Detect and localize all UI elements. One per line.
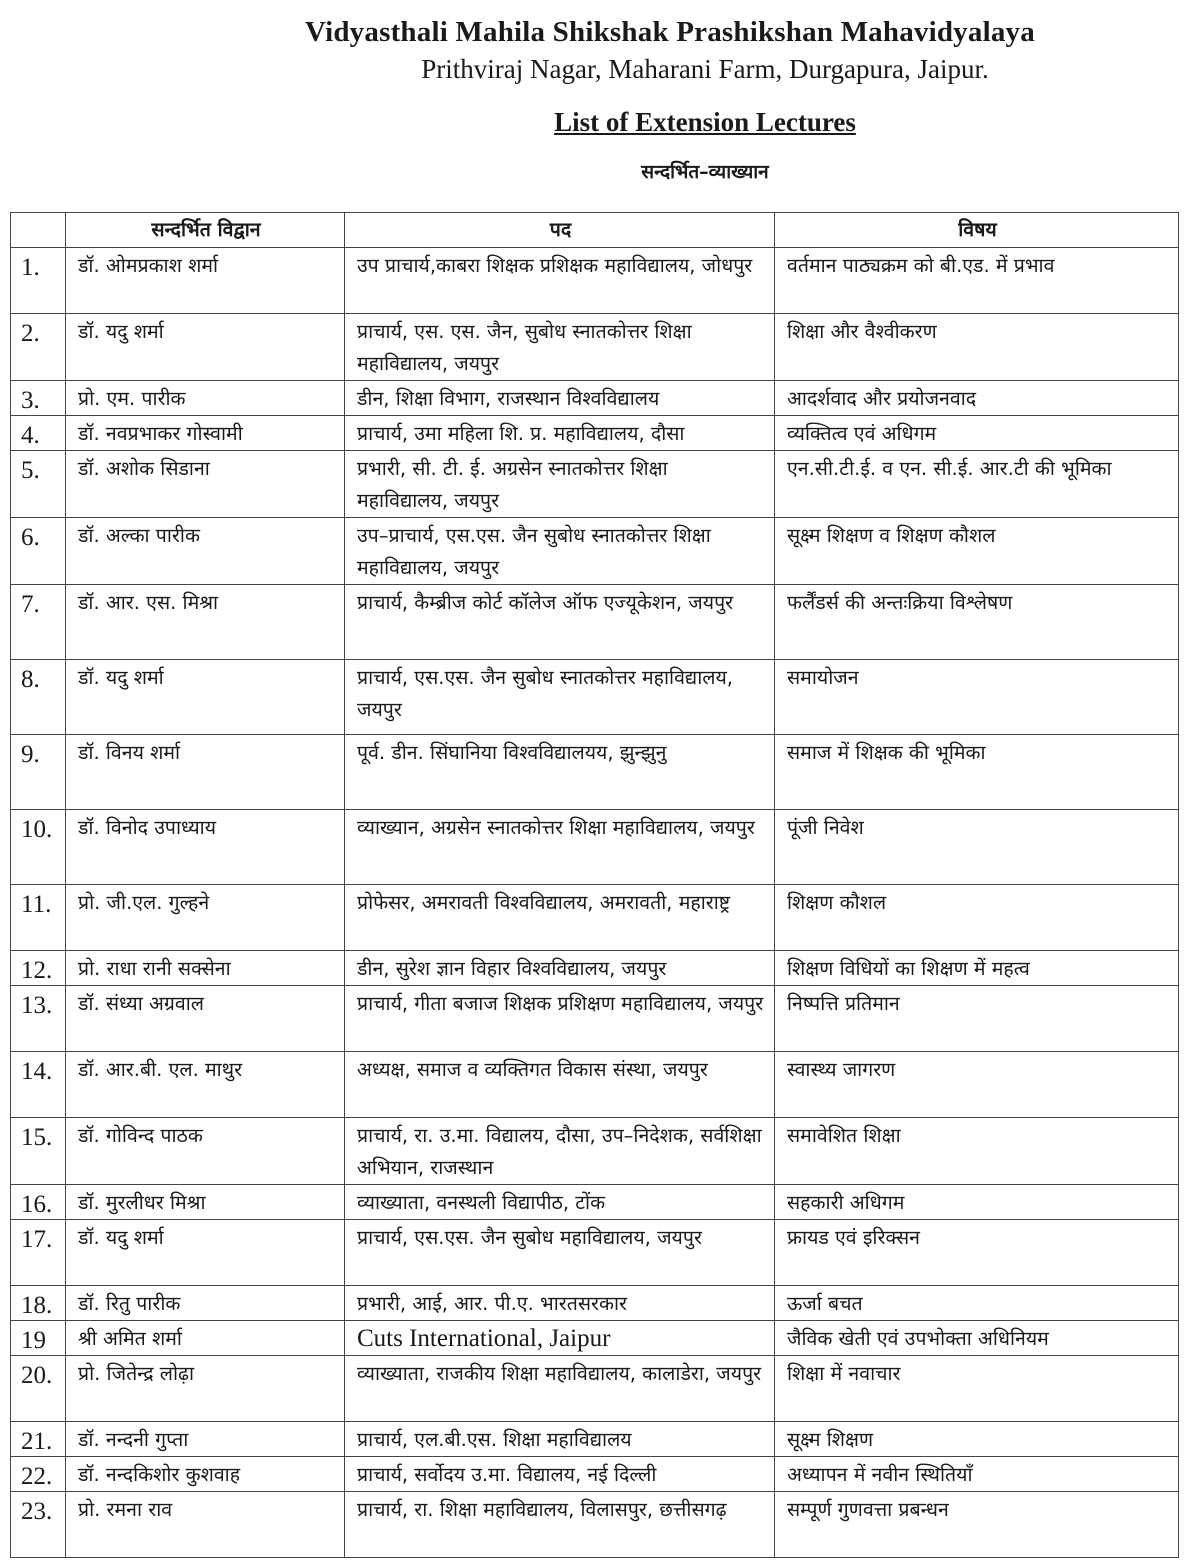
table-row <box>11 416 1179 451</box>
row-number: 12. <box>11 951 66 986</box>
row-number: 3. <box>11 381 66 416</box>
table-row <box>11 248 1179 314</box>
table-row <box>11 1185 1179 1220</box>
scholar-name: डॉ. आर.बी. एल. माथुर <box>66 1052 345 1118</box>
row-number: 11. <box>11 885 66 951</box>
lecture-topic: फ्रायड एवं इरिक्सन <box>775 1220 1179 1286</box>
scholar-name: प्रो. जी.एल. गुल्हने <box>66 885 345 951</box>
scholar-post: प्राचार्य, एल.बी.एस. शिक्षा महाविद्यालय <box>345 1422 775 1457</box>
table-row <box>11 810 1179 885</box>
scholar-post: उप–प्राचार्य, एस.एस. जैन सुबोध स्नातकोत्तर शिक्षा महाविद्यालय, जयपुर <box>345 518 775 585</box>
lecture-topic: शिक्षण विधियों का शिक्षण में महत्व <box>775 951 1179 986</box>
scholar-post: व्याख्यान, अग्रसेन स्नातकोत्तर शिक्षा महाविद्यालय, जयपुर <box>345 810 775 885</box>
scholar-name: प्रो. जितेन्द्र लोढ़ा <box>66 1356 345 1422</box>
row-number: 22. <box>11 1457 66 1492</box>
scholar-name: डॉ. रितु पारीक <box>66 1286 345 1321</box>
lecture-topic: ऊर्जा बचत <box>775 1286 1179 1321</box>
row-number: 16. <box>11 1185 66 1220</box>
table-row <box>11 1286 1179 1321</box>
table-row <box>11 951 1179 986</box>
list-title: List of Extension Lectures <box>554 107 856 137</box>
row-number: 18. <box>11 1286 66 1321</box>
lecture-topic: आदर्शवाद और प्रयोजनवाद <box>775 381 1179 416</box>
scholar-post: Cuts International, Jaipur <box>345 1321 775 1356</box>
scholar-name: प्रो. रमना राव <box>66 1492 345 1558</box>
scholar-post: व्याख्याता, राजकीय शिक्षा महाविद्यालय, कालाडेरा, जयपुर <box>345 1356 775 1422</box>
row-number: 4. <box>11 416 66 451</box>
scholar-post: प्राचार्य, गीता बजाज शिक्षक प्रशिक्षण महाविद्यालय, जयपुर <box>345 986 775 1052</box>
scholar-name: डॉ. विनोद उपाध्याय <box>66 810 345 885</box>
scholar-name: डॉ. विनय शर्मा <box>66 735 345 810</box>
row-number: 23. <box>11 1492 66 1558</box>
table-row <box>11 1220 1179 1286</box>
scholar-name: प्रो. एम. पारीक <box>66 381 345 416</box>
row-number: 9. <box>11 735 66 810</box>
lecture-topic: समायोजन <box>775 660 1179 735</box>
scholar-name: डॉ. यदु शर्मा <box>66 1220 345 1286</box>
lecture-topic: स्वास्थ्य जागरण <box>775 1052 1179 1118</box>
table-row <box>11 381 1179 416</box>
scholar-name: श्री अमित शर्मा <box>66 1321 345 1356</box>
lecture-topic: व्यक्तित्व एवं अधिगम <box>775 416 1179 451</box>
scholar-post: पूर्व. डीन. सिंघानिया विश्वविद्यालयय, झुन्झुनु <box>345 735 775 810</box>
table-header-row <box>11 213 1179 248</box>
scholar-name: डॉ. मुरलीधर मिश्रा <box>66 1185 345 1220</box>
scholar-name: डॉ. ओमप्रकाश शर्मा <box>66 248 345 314</box>
scholar-name: डॉ. नन्दनी गुप्ता <box>66 1422 345 1457</box>
lecture-topic: शिक्षा और वैश्वीकरण <box>775 314 1179 381</box>
scholar-post: डीन, शिक्षा विभाग, राजस्थान विश्वविद्यालय <box>345 381 775 416</box>
row-number: 15. <box>11 1118 66 1185</box>
scholar-name: डॉ. यदु शर्मा <box>66 660 345 735</box>
lectures-table <box>10 212 1179 1558</box>
scholar-post: प्राचार्य, एस.एस. जैन सुबोध स्नातकोत्तर महाविद्यालय, जयपुर <box>345 660 775 735</box>
table-row <box>11 451 1179 518</box>
scholar-name: डॉ. नन्दकिशोर कुशवाह <box>66 1457 345 1492</box>
scholar-name: प्रो. राधा रानी सक्सेना <box>66 951 345 986</box>
lecture-topic: सूक्ष्म शिक्षण व शिक्षण कौशल <box>775 518 1179 585</box>
lecture-topic: समावेशित शिक्षा <box>775 1118 1179 1185</box>
lecture-topic: पूंजी निवेश <box>775 810 1179 885</box>
lecture-topic: निष्पत्ति प्रतिमान <box>775 986 1179 1052</box>
scholar-post: प्राचार्य, एस. एस. जैन, सुबोध स्नातकोत्तर शिक्षा महाविद्यालय, जयपुर <box>345 314 775 381</box>
row-number: 5. <box>11 451 66 518</box>
table-row <box>11 1321 1179 1356</box>
lecture-topic: सहकारी अधिगम <box>775 1185 1179 1220</box>
scholar-name: डॉ. अल्का पारीक <box>66 518 345 585</box>
row-number: 1. <box>11 248 66 314</box>
row-number: 14. <box>11 1052 66 1118</box>
table-row <box>11 986 1179 1052</box>
scholar-name: डॉ. यदु शर्मा <box>66 314 345 381</box>
scholar-name: डॉ. संध्या अग्रवाल <box>66 986 345 1052</box>
scholar-name: डॉ. अशोक सिडाना <box>66 451 345 518</box>
lecture-topic: फर्लैंडर्स की अन्तःक्रिया विश्लेषण <box>775 585 1179 660</box>
scholar-post: प्राचार्य, कैम्ब्रीज कोर्ट कॉलेज ऑफ एज्यूकेशन, जयपुर <box>345 585 775 660</box>
table-row <box>11 660 1179 735</box>
lecture-topic: समाज में शिक्षक की भूमिका <box>775 735 1179 810</box>
scholar-post: अध्यक्ष, समाज व व्यक्तिगत विकास संस्था, जयपुर <box>345 1052 775 1118</box>
row-number: 20. <box>11 1356 66 1422</box>
row-number: 13. <box>11 986 66 1052</box>
table-row <box>11 1492 1179 1558</box>
lecture-topic: सूक्ष्म शिक्षण <box>775 1422 1179 1457</box>
table-row <box>11 585 1179 660</box>
scholar-post: उप प्राचार्य,काबरा शिक्षक प्रशिक्षक महाविद्यालय, जोधपुर <box>345 248 775 314</box>
scholar-post: व्याख्याता, वनस्थली विद्यापीठ, टोंक <box>345 1185 775 1220</box>
scholar-name: डॉ. आर. एस. मिश्रा <box>66 585 345 660</box>
scholar-post: प्रोफेसर, अमरावती विश्वविद्यालय, अमरावती, महाराष्ट्र <box>345 885 775 951</box>
scholar-post: प्राचार्य, रा. शिक्षा महाविद्यालय, विलासपुर, छत्तीसगढ़ <box>345 1492 775 1558</box>
table-row <box>11 518 1179 585</box>
row-number: 2. <box>11 314 66 381</box>
row-number: 19 <box>11 1321 66 1356</box>
lecture-topic: जैविक खेती एवं उपभोक्ता अधिनियम <box>775 1321 1179 1356</box>
scholar-post: प्रभारी, सी. टी. ई. अग्रसेन स्नातकोत्तर शिक्षा महाविद्यालय, जयपुर <box>345 451 775 518</box>
table-row <box>11 1356 1179 1422</box>
row-number: 21. <box>11 1422 66 1457</box>
scholar-name: डॉ. गोविन्द पाठक <box>66 1118 345 1185</box>
table-row <box>11 735 1179 810</box>
table-row <box>11 1052 1179 1118</box>
row-number: 10. <box>11 810 66 885</box>
institution-address: Prithviraj Nagar, Maharani Farm, Durgapura, Jaipur. <box>421 54 989 84</box>
table-body <box>11 248 1179 1558</box>
row-number: 6. <box>11 518 66 585</box>
table-row <box>11 1457 1179 1492</box>
column-header-topic: विषय <box>775 213 1179 248</box>
scholar-post: प्राचार्य, एस.एस. जैन सुबोध महाविद्यालय, जयपुर <box>345 1220 775 1286</box>
table-row <box>11 885 1179 951</box>
institution-name: Vidyasthali Mahila Shikshak Prashikshan Mahavidyalaya <box>305 16 1035 48</box>
lecture-topic: अध्यापन में नवीन स्थितियाँ <box>775 1457 1179 1492</box>
scholar-post: प्राचार्य, रा. उ.मा. विद्यालय, दौसा, उप–निदेशक, सर्वशिक्षा अभियान, राजस्थान <box>345 1118 775 1185</box>
scholar-post: प्राचार्य, उमा महिला शि. प्र. महाविद्यालय, दौसा <box>345 416 775 451</box>
table-row <box>11 1422 1179 1457</box>
scholar-post: डीन, सुरेश ज्ञान विहार विश्वविद्यालय, जयपुर <box>345 951 775 986</box>
scholar-post: प्राचार्य, सर्वोदय उ.मा. विद्यालय, नई दिल्ली <box>345 1457 775 1492</box>
column-header-scholar: सन्दर्भित विद्वान <box>66 213 345 248</box>
column-header-post: पद <box>345 213 775 248</box>
table-row <box>11 1118 1179 1185</box>
lecture-topic: शिक्षण कौशल <box>775 885 1179 951</box>
column-header-number <box>11 213 66 248</box>
scholar-name: डॉ. नवप्रभाकर गोस्वामी <box>66 416 345 451</box>
row-number: 8. <box>11 660 66 735</box>
lecture-topic: एन.सी.टी.ई. व एन. सी.ई. आर.टी की भूमिका <box>775 451 1179 518</box>
scholar-post: प्रभारी, आई, आर. पी.ए. भारतसरकार <box>345 1286 775 1321</box>
lecture-topic: सम्पूर्ण गुणवत्ता प्रबन्धन <box>775 1492 1179 1558</box>
lecture-topic: वर्तमान पाठ्यक्रम को बी.एड. में प्रभाव <box>775 248 1179 314</box>
row-number: 17. <box>11 1220 66 1286</box>
table-row <box>11 314 1179 381</box>
row-number: 7. <box>11 585 66 660</box>
list-subtitle: सन्दर्भित–व्याख्यान <box>641 161 769 183</box>
lecture-topic: शिक्षा में नवाचार <box>775 1356 1179 1422</box>
